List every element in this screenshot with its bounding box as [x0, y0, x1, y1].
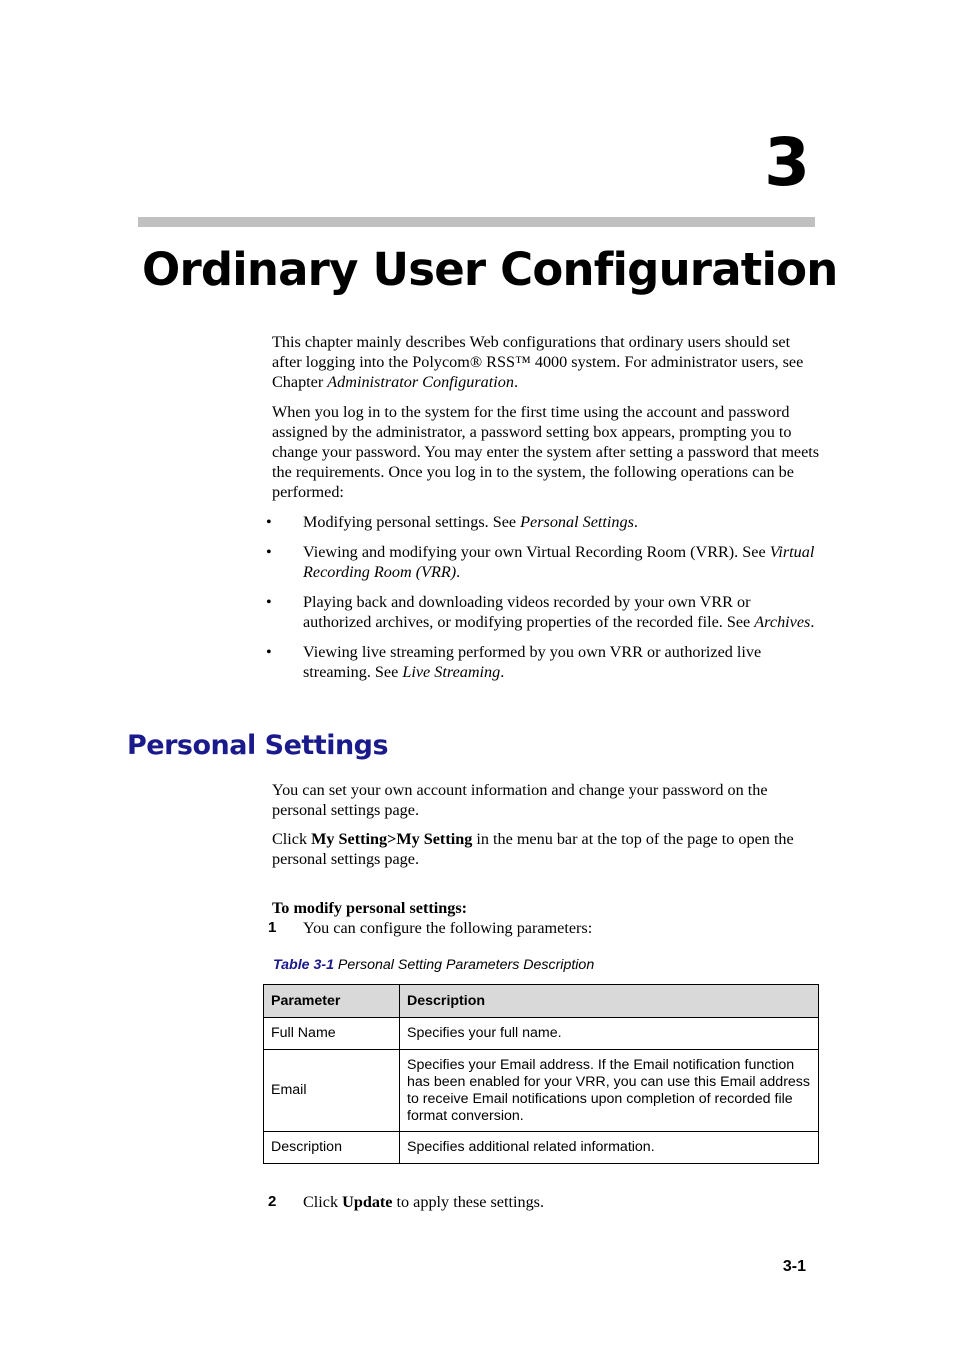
step-text: You can configure the following parameters: [303, 919, 593, 937]
bullet-icon: • [266, 643, 272, 661]
procedure-title: To modify personal settings: [272, 899, 468, 917]
table-row [264, 1018, 819, 1050]
intro-paragraph-2: When you log in to the system for the first time using the account and password assigned by the administrator, a password setting box appears, prompting you to change your password. You may enter the system after setting a password that meets the requirements. Once you log in to the system, the following operations can be performed: [272, 403, 820, 501]
operations-list [262, 512, 822, 692]
step-text: Click Update to apply these settings. [303, 1193, 545, 1211]
table-row [264, 1132, 819, 1164]
bullet-icon: • [266, 593, 272, 611]
table-row [264, 1050, 819, 1132]
list-item: • Playing back and downloading videos recorded by your own VRR or authorized archives, or modifying properties of the recorded file. See Archives. [266, 593, 815, 631]
column-header-parameter: Parameter [264, 985, 400, 1018]
section-title: Personal Settings [127, 730, 389, 761]
parameter-cell: Full Name [264, 1018, 400, 1050]
step-number: 1 [268, 919, 277, 936]
description-cell: Specifies additional related information. [400, 1132, 819, 1164]
page-number: 3-1 [782, 1258, 806, 1275]
list-item: • Viewing live streaming performed by you own VRR or authorized live streaming. See Live Streaming. [266, 643, 762, 681]
description-cell: Specifies your Email address. If the Email notification function has been enabled for your VRR, you can use this Email address to receive Email notifications upon completion of recorded file format conversion. [400, 1050, 819, 1132]
table-caption-label: Table 3-1 [273, 957, 334, 973]
xref-personal-settings[interactable]: Personal Settings [520, 513, 634, 531]
intro-paragraph-1: This chapter mainly describes Web configurations that ordinary users should set after logging into the Polycom® RSS™ 4000 system. For administrator users, see Chapter Administrator Configuration. [272, 333, 804, 391]
column-header-description: Description [400, 985, 819, 1018]
bullet-icon: • [266, 543, 272, 561]
bullet-icon: • [266, 513, 272, 531]
table-caption [273, 955, 594, 975]
list-item: • Viewing and modifying your own Virtual Recording Room (VRR). See Virtual Recording Room (VRR). [266, 543, 815, 581]
xref-vrr[interactable]: Virtual Recording Room (VRR) [303, 543, 815, 581]
update-label: Update [342, 1193, 393, 1211]
table-caption-text: Personal Setting Parameters Description [333, 957, 595, 973]
parameters-table [263, 984, 819, 1164]
menu-path: My Setting>My Setting [311, 830, 473, 848]
chapter-number: 3 [764, 124, 810, 201]
xref-live-streaming[interactable]: Live Streaming [402, 663, 501, 681]
parameter-cell: Description [264, 1132, 400, 1164]
step-number: 2 [268, 1193, 277, 1210]
xref-administrator-configuration[interactable]: Administrator Configuration [327, 373, 514, 391]
chapter-title: Ordinary User Configuration [142, 243, 838, 296]
section-paragraph-1: You can set your own account information and change your password on the personal settings page. [272, 781, 768, 819]
description-cell: Specifies your full name. [400, 1018, 819, 1050]
section-paragraph-2: Click My Setting>My Setting in the menu bar at the top of the page to open the personal settings page. [272, 830, 794, 868]
table-header-row [264, 985, 819, 1018]
xref-archives[interactable]: Archives [754, 613, 811, 631]
list-item: • Modifying personal settings. See Personal Settings. [266, 513, 638, 531]
chapter-rule [138, 217, 815, 227]
parameter-cell: Email [264, 1050, 400, 1132]
